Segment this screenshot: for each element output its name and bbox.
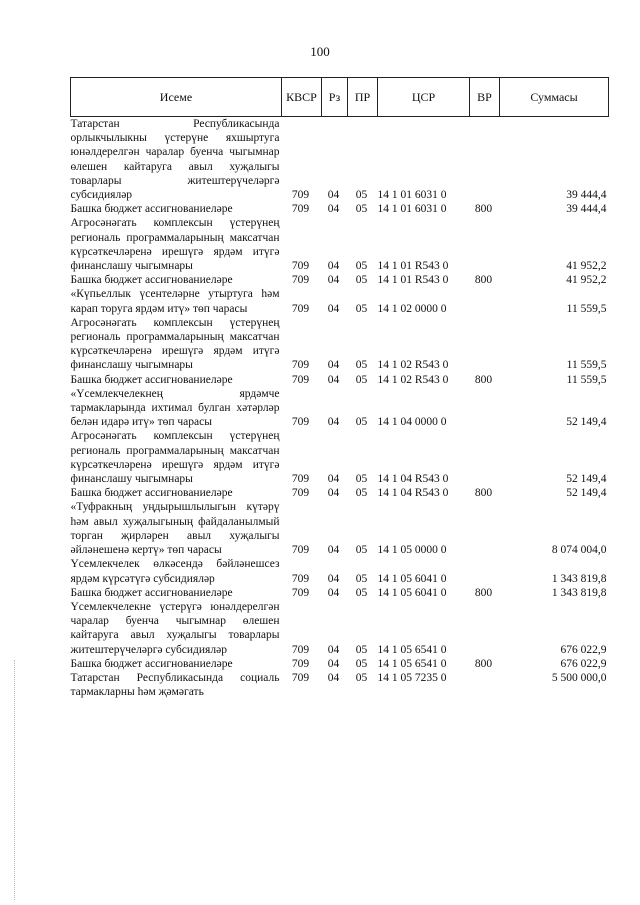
cell-name: Агросәнәгать комплексын үстерүнең региональ программаларының максатчан күрсәткечләренә ирешүгә ярдәм итүгә финанслашу чыгымнары: [70, 316, 280, 372]
cell-sum: 1 343 819,8: [551, 586, 607, 599]
cell-pr: 05: [355, 544, 368, 557]
cell-sum: 52 149,4: [566, 487, 607, 500]
header-csr: ЦСР: [378, 78, 470, 117]
cell-sum: 8 074 004,0: [551, 544, 607, 557]
cell-vr: [470, 117, 500, 203]
table-row: [71, 373, 609, 387]
cell-sum: 676 022,9: [560, 643, 607, 656]
cell-rz: 04: [327, 657, 340, 670]
table-header-row: [71, 78, 609, 117]
cell-rz: 04: [327, 302, 340, 315]
table-row: [71, 657, 609, 671]
cell-kvsr: 709: [291, 189, 310, 202]
cell-name: «Күпьеллык үсентеләрне утыртуга һәм карап торуга ярдәм итү» төп чарасы: [70, 288, 280, 315]
table-row: [71, 216, 609, 273]
table-row: [71, 486, 609, 500]
cell-name: Башка бюджет ассигнованиеләре: [70, 373, 233, 386]
cell-vr: [470, 671, 500, 699]
cell-sum: 11 559,5: [566, 373, 607, 386]
table-row: [71, 429, 609, 486]
cell-pr: 05: [355, 586, 368, 599]
cell-rz: 04: [327, 189, 340, 202]
cell-pr: 05: [355, 359, 368, 372]
cell-kvsr: 709: [291, 671, 310, 684]
cell-kvsr: 709: [291, 586, 310, 599]
cell-csr: 14 1 05 6541 0: [377, 657, 447, 670]
cell-pr: 05: [355, 203, 368, 216]
cell-pr: 05: [355, 302, 368, 315]
cell-vr: [470, 387, 500, 430]
table-row: [71, 202, 609, 216]
table-row: [71, 600, 609, 657]
cell-csr: 14 1 01 6031 0: [377, 203, 447, 216]
cell-name: Татарстан Республикасында орлыкчылыкны үстерүне яхшыртуга юнәлдерелгән чаралар буенча чыгымнар өлешен кайтаруга авыл хуҗалыгы товарлары житештерүчеләргә субсидияләр: [70, 118, 280, 202]
cell-csr: 14 1 05 6041 0: [377, 572, 447, 585]
cell-csr: 14 1 05 7235 0: [377, 671, 447, 684]
cell-name: Башка бюджет ассигнованиеләре: [70, 586, 233, 599]
cell-name: Агросәнәгать комплексын үстерүнең региональ программаларының максатчан күрсәткечләренә ирешүгә ярдәм итүгә финанслашу чыгымнары: [70, 430, 280, 486]
cell-name: Башка бюджет ассигнованиеләре: [70, 657, 233, 670]
cell-csr: 14 1 05 6541 0: [377, 643, 447, 656]
header-vr: ВР: [470, 78, 500, 117]
cell-rz: 04: [327, 373, 340, 386]
cell-name: Үсемлекчелек өлкәсендә бәйләнешсез ярдәм күрсәтүгә субсидияләр: [70, 558, 280, 585]
cell-name: Башка бюджет ассигнованиеләре: [70, 203, 233, 216]
cell-vr: 800: [474, 373, 493, 386]
cell-name: «Туфракның уңдырышлылыгын күтәрү һәм авыл хуҗалыгының файдаланылмый торган җирләрен авыл хуҗалыгы әйләнешенә кертү» төп чарасы: [70, 501, 280, 557]
table-row: [71, 387, 609, 430]
table-row: [71, 316, 609, 373]
header-kvsr: КВСР: [282, 78, 322, 117]
cell-kvsr: 709: [291, 359, 310, 372]
table-row: [71, 287, 609, 315]
cell-kvsr: 709: [291, 657, 310, 670]
cell-csr: 14 1 01 6031 0: [377, 189, 447, 202]
cell-csr: 14 1 01 R543 0: [377, 260, 449, 273]
header-name: Исеме: [71, 78, 282, 117]
header-rz: Рз: [322, 78, 348, 117]
cell-name: Башка бюджет ассигнованиеләре: [70, 487, 233, 500]
cell-pr: 05: [355, 487, 368, 500]
cell-name: Татарстан Республикасында социаль тармакларны һәм җәмәгать: [70, 671, 280, 699]
cell-vr: [470, 216, 500, 273]
table-row: [71, 557, 609, 585]
cell-rz: 04: [327, 572, 340, 585]
table-body: [71, 117, 609, 700]
cell-kvsr: 709: [291, 487, 310, 500]
cell-vr: [470, 287, 500, 315]
cell-csr: 14 1 04 R543 0: [377, 487, 449, 500]
cell-kvsr: 709: [291, 416, 310, 429]
cell-sum: 1 343 819,8: [551, 572, 607, 585]
cell-rz: 04: [327, 643, 340, 656]
page-number: 100: [310, 44, 330, 59]
cell-sum: 41 952,2: [566, 274, 607, 287]
cell-vr: [470, 600, 500, 657]
cell-pr: 05: [355, 274, 368, 287]
cell-pr: 05: [355, 189, 368, 202]
cell-csr: 14 1 04 0000 0: [377, 416, 447, 429]
cell-pr: 05: [355, 473, 368, 486]
cell-csr: 14 1 01 R543 0: [377, 274, 449, 287]
cell-kvsr: 709: [291, 203, 310, 216]
cell-vr: 800: [474, 657, 493, 670]
cell-sum: 676 022,9: [560, 657, 607, 670]
cell-name: Агросәнәгать комплексын үстерүнең региональ программаларының максатчан күрсәткечләренә ирешүгә ярдәм итүгә финанслашу чыгымнары: [70, 217, 280, 273]
cell-kvsr: 709: [291, 260, 310, 273]
cell-rz: 04: [327, 586, 340, 599]
cell-kvsr: 709: [291, 572, 310, 585]
cell-csr: 14 1 05 0000 0: [377, 544, 447, 557]
cell-rz: 04: [327, 260, 340, 273]
cell-vr: 800: [474, 487, 493, 500]
cell-pr: 05: [355, 572, 368, 585]
cell-kvsr: 709: [291, 274, 310, 287]
header-sum: Суммасы: [500, 78, 609, 117]
cell-pr: 05: [355, 643, 368, 656]
cell-rz: 04: [327, 473, 340, 486]
cell-sum: 39 444,4: [566, 189, 607, 202]
cell-kvsr: 709: [291, 473, 310, 486]
table-row: [71, 671, 609, 699]
cell-kvsr: 709: [291, 544, 310, 557]
cell-rz: 04: [327, 671, 340, 684]
cell-pr: 05: [355, 671, 368, 684]
cell-rz: 04: [327, 416, 340, 429]
cell-pr: 05: [355, 373, 368, 386]
budget-table: [70, 77, 609, 699]
scan-edge-marks: [14, 660, 17, 900]
cell-csr: 14 1 05 6041 0: [377, 586, 447, 599]
cell-pr: 05: [355, 416, 368, 429]
cell-sum: 11 559,5: [566, 359, 607, 372]
cell-rz: 04: [327, 544, 340, 557]
cell-vr: [470, 316, 500, 373]
table-row: [71, 500, 609, 557]
cell-name: «Үсемлекчелекнең ярдәмче тармакларында ихтимал булган хәтәрләр белән идарә итү» төп чарасы: [70, 387, 280, 429]
cell-rz: 04: [327, 203, 340, 216]
cell-sum: 11 559,5: [566, 302, 607, 315]
cell-vr: 800: [474, 274, 493, 287]
cell-csr: 14 1 04 R543 0: [377, 473, 449, 486]
cell-vr: 800: [474, 586, 493, 599]
cell-pr: 05: [355, 657, 368, 670]
cell-sum: 5 500 000,0: [551, 671, 607, 684]
cell-vr: 800: [474, 203, 493, 216]
cell-pr: 05: [355, 260, 368, 273]
cell-csr: 14 1 02 0000 0: [377, 302, 447, 315]
cell-csr: 14 1 02 R543 0: [377, 373, 449, 386]
cell-sum: 39 444,4: [566, 203, 607, 216]
table-row: [71, 117, 609, 203]
header-pr: ПР: [348, 78, 378, 117]
cell-sum: 52 149,4: [566, 416, 607, 429]
cell-csr: 14 1 02 R543 0: [377, 359, 449, 372]
table-row: [71, 586, 609, 600]
cell-vr: [470, 500, 500, 557]
cell-sum: 41 952,2: [566, 260, 607, 273]
cell-kvsr: 709: [291, 373, 310, 386]
cell-rz: 04: [327, 359, 340, 372]
cell-vr: [470, 429, 500, 486]
cell-kvsr: 709: [291, 302, 310, 315]
cell-name: Башка бюджет ассигнованиеләре: [70, 274, 233, 287]
cell-rz: 04: [327, 487, 340, 500]
table-row: [71, 273, 609, 287]
cell-vr: [470, 557, 500, 585]
cell-kvsr: 709: [291, 643, 310, 656]
cell-rz: 04: [327, 274, 340, 287]
cell-sum: 52 149,4: [566, 473, 607, 486]
cell-name: Үсемлекчелекне үстерүгә юнәлдерелгән чаралар буенча чыгымнар өлешен кайтаруга авыл хуҗалыгы товарлары житештерүчеләргә субсидияләр: [70, 600, 280, 656]
